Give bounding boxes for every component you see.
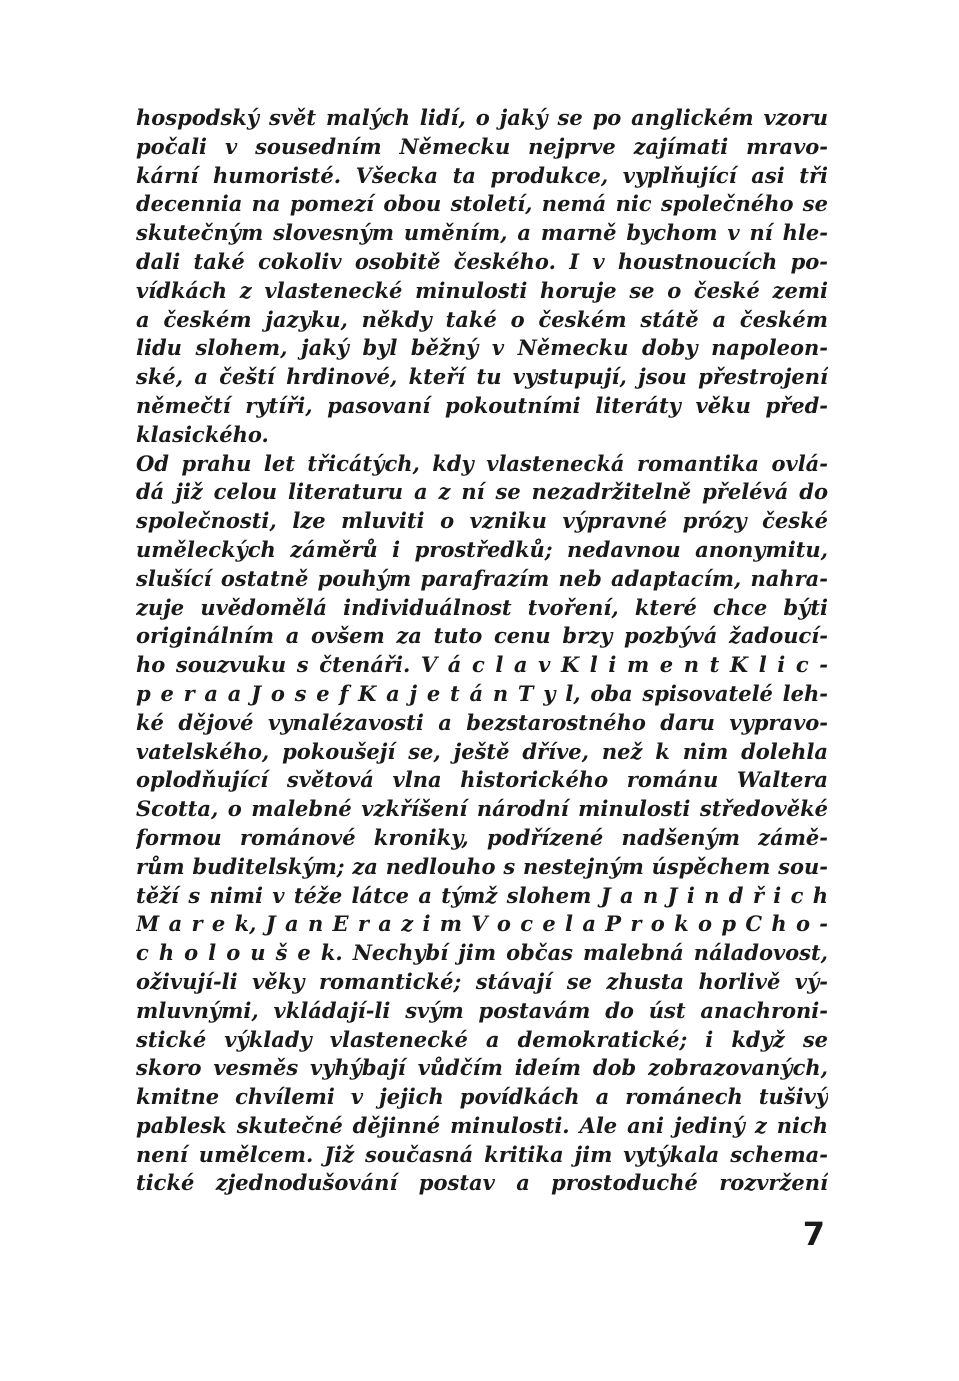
text-line: Scotta, o malebné vzkříšení národní minulosti středověké <box>136 796 828 822</box>
text-line: Od prahu let třicátých, kdy vlastenecká romantika ovlá- <box>136 450 828 476</box>
text-line: ské, a čeští hrdinové, kteří tu vystupují, jsou přestrojení <box>136 364 828 390</box>
page-number: 7 <box>802 1215 825 1253</box>
text-line: vatelského, pokoušejí se, ještě dříve, než k nim dolehla <box>136 738 828 764</box>
text-line: uměleckých záměrů i prostředků; nedavnou anonymitu, <box>136 536 828 562</box>
paragraph-end-line: klasického. <box>136 421 269 447</box>
text-line: skutečným slovesným uměním, a marně bychom v ní hle- <box>136 220 828 246</box>
text-line: pablesk skutečné dějinné minulosti. Ale ani jediný z nich <box>136 1112 828 1138</box>
text-line: p e r a a J o s e f K a j e t á n T y l, oba spisovatelé leh- <box>136 680 828 706</box>
text-line: slušící ostatně pouhým parafrazím neb adaptacím, nahra- <box>136 565 828 591</box>
text-line: počali v sousedním Německu nejprve zajímati mravo- <box>136 133 828 159</box>
text-line: mluvnými, vkládají-li svým postavám do úst anachroni- <box>136 997 828 1023</box>
text-line: ké dějové vynalézavosti a bezstarostného daru vypravo- <box>136 709 828 735</box>
text-line: kární humoristé. Všecka ta produkce, vyplňující asi tři <box>136 162 828 188</box>
text-line: není umělcem. Již současná kritika jim vytýkala schema- <box>136 1141 828 1167</box>
text-line: stické výklady vlastenecké a demokratické; i když se <box>136 1026 828 1052</box>
text-line: a českém jazyku, někdy také o českém státě a českém <box>136 306 828 332</box>
text-line: oplodňující světová vlna historického románu Waltera <box>136 767 828 793</box>
text-line: c h o l o u š e k. Nechybí jim občas malebná náladovost, <box>136 940 828 966</box>
text-line: dali také cokoliv osobitě českého. I v houstnoucích po- <box>136 248 828 274</box>
text-line: vídkách z vlastenecké minulosti horuje se o české zemi <box>136 277 828 303</box>
text-line: oživují-li věky romantické; stávají se zhusta horlivě vý- <box>136 968 828 994</box>
text-line: dá již celou literaturu a z ní se nezadržitelně přelévá do <box>136 479 828 505</box>
text-line: M a r e k, J a n E r a z i m V o c e l a P r o k o p C h o - <box>136 911 828 937</box>
text-line: rům buditelským; za nedlouho s nestejným úspěchem sou- <box>136 853 828 879</box>
text-line: němečtí rytíři, pasovaní pokoutními literáty věku před- <box>136 392 828 418</box>
text-line: lidu slohem, jaký byl běžný v Německu doby napoleon- <box>136 335 828 361</box>
text-line: originálním a ovšem za tuto cenu brzy pozbývá žadoucí- <box>136 623 828 649</box>
text-line: zuje uvědomělá individuálnost tvoření, které chce býti <box>136 594 828 620</box>
body-text <box>136 104 828 1198</box>
text-line: formou románové kroniky, podřízené nadšeným zámě- <box>136 824 828 850</box>
text-line: těží s nimi v téže látce a týmž slohem J a n J i n d ř i c h <box>136 882 828 908</box>
text-line: kmitne chvílemi v jejich povídkách a románech tušivý <box>136 1084 828 1110</box>
text-line: skoro vesměs vyhýbají vůdčím ideím dob zobrazovaných, <box>136 1055 828 1081</box>
text-line: společnosti, lze mluviti o vzniku výpravné prózy české <box>136 508 828 534</box>
text-line: ho souzvuku s čtenáři. V á c l a v K l i m e n t K l i c - <box>136 652 828 678</box>
text-line: decennia na pomezí obou století, nemá nic společného se <box>136 191 828 217</box>
text-line: tické zjednodušování postav a prostoduché rozvržení <box>136 1170 828 1196</box>
text-line: hospodský svět malých lidí, o jaký se po anglickém vzoru <box>136 105 828 130</box>
